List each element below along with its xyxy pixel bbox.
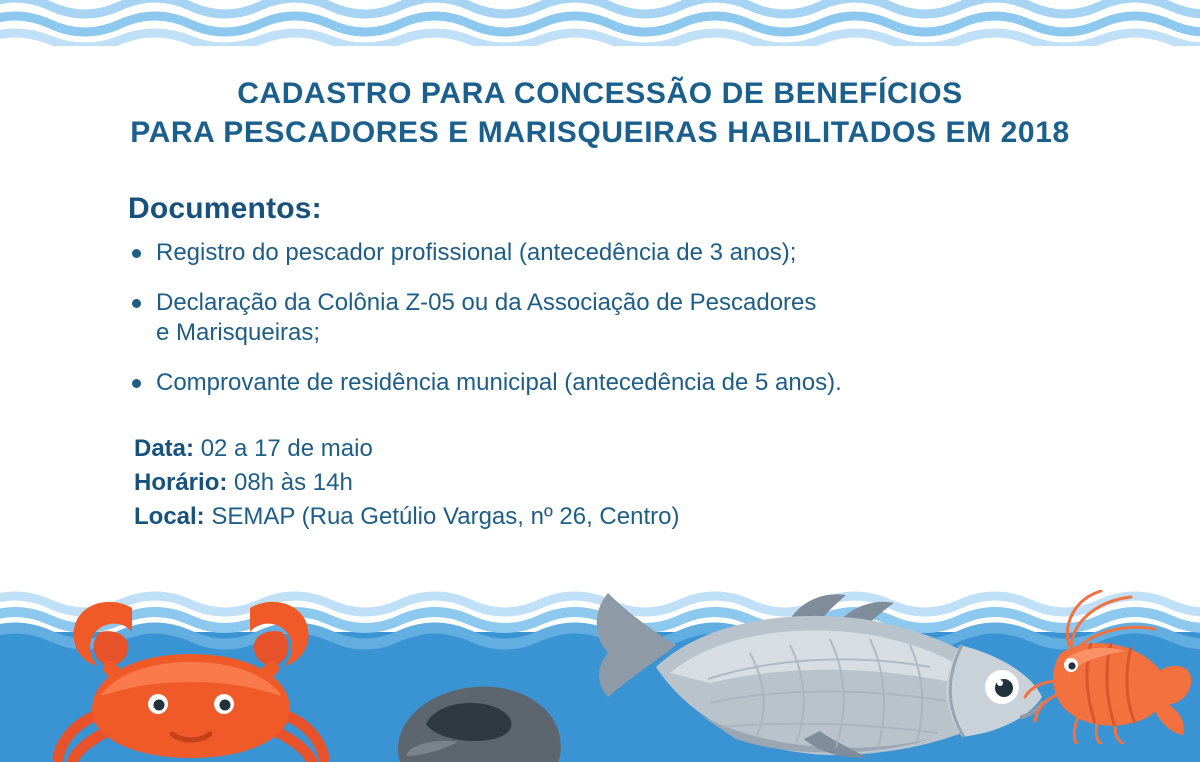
- top-wave-decoration: [0, 0, 1200, 46]
- crab-illustration: [40, 592, 350, 762]
- bullet-icon: [132, 299, 141, 308]
- rock-illustration: [388, 672, 568, 762]
- list-item-line-1: Comprovante de residência municipal (antecedência de 5 anos).: [156, 369, 842, 396]
- fish-illustration: [590, 590, 1060, 762]
- documents-list: [130, 238, 1108, 398]
- detail-place-label: Local:: [134, 503, 205, 530]
- detail-time-value: 08h às 14h: [234, 469, 353, 496]
- content-block: [128, 192, 1108, 534]
- list-item: [130, 368, 1108, 398]
- shrimp-illustration: [1015, 590, 1195, 744]
- list-item: [130, 288, 1108, 348]
- event-details: [134, 432, 1108, 534]
- detail-date-value: 02 a 17 de maio: [200, 435, 373, 462]
- bottom-sea-decoration: [0, 590, 1200, 762]
- list-item-line-2: e Marisqueiras;: [156, 319, 321, 346]
- headline-line-1: CADASTRO PARA CONCESSÃO DE BENEFÍCIOS: [237, 77, 963, 110]
- bullet-icon: [132, 379, 141, 388]
- list-item-line-1: Registro do pescador profissional (antecedência de 3 anos);: [156, 239, 797, 266]
- detail-time: [134, 466, 1108, 500]
- page-title: [0, 74, 1200, 152]
- detail-date-label: Data:: [134, 435, 195, 462]
- list-item-line-1: Declaração da Colônia Z-05 ou da Associação de Pescadores: [156, 289, 817, 316]
- bullet-icon: [132, 249, 141, 258]
- documents-title: Documentos:: [128, 192, 322, 225]
- detail-time-label: Horário:: [134, 469, 228, 496]
- detail-place: [134, 500, 1108, 534]
- headline-line-2: PARA PESCADORES E MARISQUEIRAS HABILITADOS EM 2018: [130, 116, 1070, 149]
- detail-place-value: SEMAP (Rua Getúlio Vargas, nº 26, Centro): [211, 503, 680, 530]
- list-item: [130, 238, 1108, 268]
- detail-date: [134, 432, 1108, 466]
